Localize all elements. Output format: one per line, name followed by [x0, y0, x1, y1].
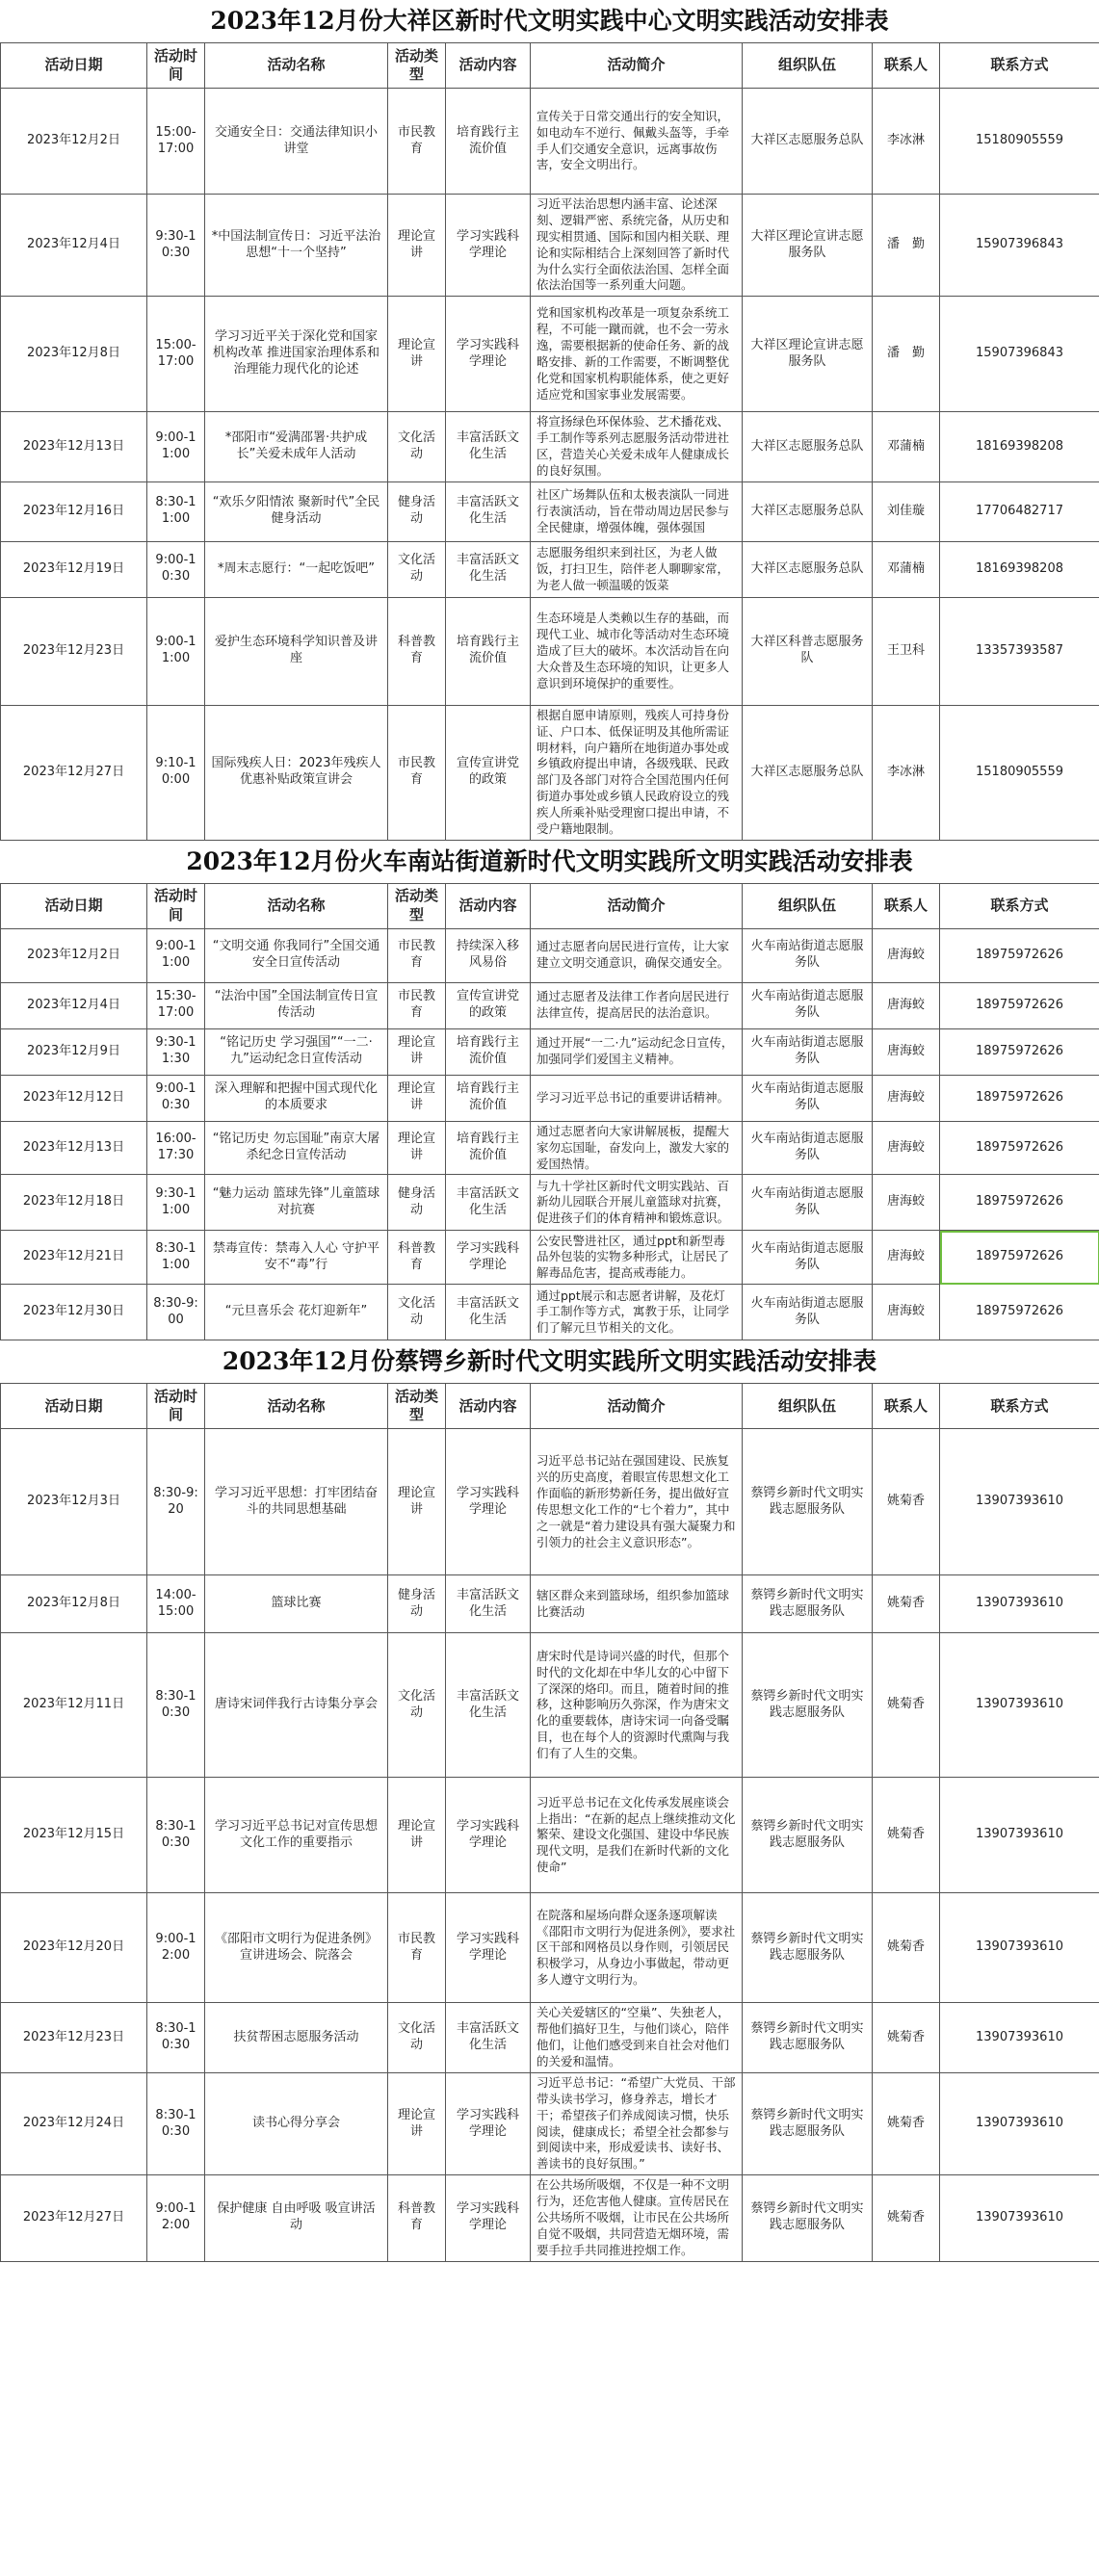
column-header: 活动日期 [1, 1384, 147, 1429]
cell-date: 2023年12月9日 [1, 1028, 147, 1075]
cell-team: 蔡锷乡新时代文明实践志愿服务队 [743, 1429, 873, 1575]
cell-team: 蔡锷乡新时代文明实践志愿服务队 [743, 2003, 873, 2073]
cell-team: 蔡锷乡新时代文明实践志愿服务队 [743, 1893, 873, 2003]
cell-time: 9:00-11:00 [147, 412, 205, 482]
table-row [1, 89, 1099, 195]
cell-type: 文化活动 [388, 412, 446, 482]
cell-type: 理论宣讲 [388, 1075, 446, 1121]
cell-intro: 唐宋时代是诗词兴盛的时代，但那个时代的文化却在中华儿女的心中留下了深深的烙印。而且，随着时间的推移，这种影响历久弥深，作为唐宋文化的重要载体，唐诗宋词一向备受瞩目，也在每个人的资源时代熏陶与我们有了人生的交集。 [531, 1633, 743, 1778]
column-header: 活动内容 [446, 43, 531, 89]
cell-type: 市民教育 [388, 928, 446, 982]
cell-content: 培育践行主流价值 [446, 1075, 531, 1121]
table-header-row [1, 43, 1099, 89]
cell-content: 学习实践科学理论 [446, 1231, 531, 1285]
column-header: 活动时间 [147, 43, 205, 89]
cell-intro: 习近平总书记在文化传承发展座谈会上指出：“在新的起点上继续推动文化繁荣、建设文化强国、建设中华民族现代文明，是我们在新时代新的文化使命” [531, 1778, 743, 1893]
cell-date: 2023年12月13日 [1, 1121, 147, 1175]
cell-name: 学习习近平总书记对宣传思想文化工作的重要指示 [205, 1778, 388, 1893]
cell-name: *周末志愿行：“一起吃饭吧” [205, 541, 388, 597]
cell-phone: 18169398208 [940, 412, 1099, 482]
schedule-table [0, 42, 1099, 841]
cell-name: “铭记历史 勿忘国耻”南京大屠杀纪念日宣传活动 [205, 1121, 388, 1175]
cell-contact: 唐海蛟 [873, 982, 940, 1028]
cell-phone: 18975972626 [940, 928, 1099, 982]
cell-team: 大祥区志愿服务总队 [743, 89, 873, 195]
column-header: 联系人 [873, 1384, 940, 1429]
cell-team: 火车南站街道志愿服务队 [743, 1121, 873, 1175]
cell-date: 2023年12月27日 [1, 705, 147, 840]
column-header: 活动日期 [1, 43, 147, 89]
cell-team: 大祥区理论宣讲志愿服务队 [743, 297, 873, 412]
cell-team: 大祥区理论宣讲志愿服务队 [743, 195, 873, 297]
table-row [1, 982, 1099, 1028]
cell-time: 14:00-15:00 [147, 1575, 205, 1633]
table-row [1, 412, 1099, 482]
cell-intro: 与九十学社区新时代文明实践站、百新幼儿园联合开展儿童篮球对抗赛，促进孩子们的体育精神和锻炼意识。 [531, 1175, 743, 1231]
cell-date: 2023年12月30日 [1, 1285, 147, 1340]
cell-time: 15:30-17:00 [147, 982, 205, 1028]
cell-time: 8:30-11:00 [147, 1231, 205, 1285]
cell-phone: 15180905559 [940, 89, 1099, 195]
cell-phone: 18975972626 [940, 1121, 1099, 1175]
cell-team: 火车南站街道志愿服务队 [743, 1028, 873, 1075]
column-header: 活动名称 [205, 1384, 388, 1429]
cell-name: 禁毒宣传：禁毒入人心 守护平安不“毒”行 [205, 1231, 388, 1285]
cell-intro: 通过志愿者向大家讲解展板，提醒大家勿忘国耻，奋发向上，激发大家的爱国热情。 [531, 1121, 743, 1175]
cell-name: 《邵阳市文明行为促进条例》宣讲进场会、院落会 [205, 1893, 388, 2003]
cell-time: 9:30-11:30 [147, 1028, 205, 1075]
cell-team: 大祥区志愿服务总队 [743, 541, 873, 597]
cell-contact: 唐海蛟 [873, 1231, 940, 1285]
cell-contact: 姚菊香 [873, 1575, 940, 1633]
cell-intro: 根据自愿申请原则，残疾人可持身份证、户口本、低保证明及其他所需证明材料，向户籍所在地街道办事处或乡镇政府提出申请，各级残联、民政部门及各部门对符合全国范围内任何街道办事处或乡镇人民政府设立的残疾人所乘补贴受理窗口提出申请，不受户籍地限制。 [531, 705, 743, 840]
cell-content: 培育践行主流价值 [446, 89, 531, 195]
cell-intro: 在院落和屋场向群众逐条逐项解读《邵阳市文明行为促进条例》，要求社区干部和网格员以身作则，引领居民积极学习，从身边小事做起，带动更多人遵守文明行为。 [531, 1893, 743, 2003]
cell-name: 扶贫帮困志愿服务活动 [205, 2003, 388, 2073]
cell-date: 2023年12月19日 [1, 541, 147, 597]
table-row [1, 2072, 1099, 2174]
cell-type: 科普教育 [388, 2175, 446, 2261]
cell-intro: 社区广场舞队伍和太极表演队一同进行表演活动，旨在带动周边居民参与全民健康，增强体魄，强体强国 [531, 481, 743, 541]
cell-date: 2023年12月11日 [1, 1633, 147, 1778]
cell-name: 爱护生态环境科学知识普及讲座 [205, 597, 388, 705]
cell-date: 2023年12月4日 [1, 195, 147, 297]
cell-type: 健身活动 [388, 1575, 446, 1633]
cell-time: 9:10-10:00 [147, 705, 205, 840]
cell-team: 蔡锷乡新时代文明实践志愿服务队 [743, 1633, 873, 1778]
column-header: 活动时间 [147, 1384, 205, 1429]
cell-name: 读书心得分享会 [205, 2072, 388, 2174]
cell-type: 市民教育 [388, 705, 446, 840]
table-row [1, 1893, 1099, 2003]
cell-phone: 13907393610 [940, 1429, 1099, 1575]
cell-time: 8:30-10:30 [147, 2003, 205, 2073]
cell-type: 理论宣讲 [388, 1028, 446, 1075]
cell-contact: 唐海蛟 [873, 1075, 940, 1121]
cell-phone: 13357393587 [940, 597, 1099, 705]
table-row [1, 705, 1099, 840]
cell-contact: 姚菊香 [873, 1633, 940, 1778]
column-header: 联系人 [873, 883, 940, 928]
cell-team: 蔡锷乡新时代文明实践志愿服务队 [743, 1575, 873, 1633]
cell-content: 丰富活跃文化生活 [446, 481, 531, 541]
cell-type: 文化活动 [388, 541, 446, 597]
cell-time: 9:00-12:00 [147, 2175, 205, 2261]
cell-contact: 唐海蛟 [873, 1028, 940, 1075]
cell-team: 火车南站街道志愿服务队 [743, 1075, 873, 1121]
table-header-row [1, 1384, 1099, 1429]
table-row [1, 928, 1099, 982]
cell-phone: 18975972626 [940, 1231, 1099, 1285]
column-header: 活动名称 [205, 43, 388, 89]
cell-type: 理论宣讲 [388, 2072, 446, 2174]
cell-contact: 李冰淋 [873, 89, 940, 195]
table-row [1, 2175, 1099, 2261]
table-row [1, 1575, 1099, 1633]
cell-contact: 姚菊香 [873, 2072, 940, 2174]
cell-date: 2023年12月8日 [1, 1575, 147, 1633]
column-header: 组织队伍 [743, 1384, 873, 1429]
table-row [1, 1028, 1099, 1075]
cell-content: 学习实践科学理论 [446, 297, 531, 412]
cell-phone: 18975972626 [940, 982, 1099, 1028]
column-header: 联系人 [873, 43, 940, 89]
cell-contact: 邓蒲楠 [873, 412, 940, 482]
schedule-table [0, 1383, 1099, 2261]
column-header: 活动内容 [446, 1384, 531, 1429]
table-row [1, 1429, 1099, 1575]
cell-time: 15:00-17:00 [147, 297, 205, 412]
cell-type: 科普教育 [388, 597, 446, 705]
cell-content: 培育践行主流价值 [446, 597, 531, 705]
cell-date: 2023年12月24日 [1, 2072, 147, 2174]
cell-content: 丰富活跃文化生活 [446, 1575, 531, 1633]
column-header: 联系方式 [940, 43, 1099, 89]
table-row [1, 1175, 1099, 1231]
cell-phone: 13907393610 [940, 2072, 1099, 2174]
cell-content: 丰富活跃文化生活 [446, 541, 531, 597]
cell-date: 2023年12月3日 [1, 1429, 147, 1575]
table-row [1, 2003, 1099, 2073]
cell-name: 唐诗宋词伴我行古诗集分享会 [205, 1633, 388, 1778]
table-row [1, 1121, 1099, 1175]
cell-time: 9:00-11:00 [147, 928, 205, 982]
cell-team: 蔡锷乡新时代文明实践志愿服务队 [743, 2072, 873, 2174]
cell-time: 8:30-10:30 [147, 1778, 205, 1893]
cell-name: 学习习近平思想：打牢团结奋斗的共同思想基础 [205, 1429, 388, 1575]
cell-contact: 姚菊香 [873, 2003, 940, 2073]
column-header: 联系方式 [940, 883, 1099, 928]
cell-date: 2023年12月13日 [1, 412, 147, 482]
cell-type: 理论宣讲 [388, 1778, 446, 1893]
section-title: 2023年12月份大祥区新时代文明实践中心文明实践活动安排表 [210, 7, 889, 35]
cell-team: 火车南站街道志愿服务队 [743, 928, 873, 982]
cell-name: 保护健康 自由呼吸 吸宣讲活动 [205, 2175, 388, 2261]
cell-content: 培育践行主流价值 [446, 1121, 531, 1175]
cell-time: 9:00-10:30 [147, 541, 205, 597]
cell-date: 2023年12月15日 [1, 1778, 147, 1893]
cell-contact: 唐海蛟 [873, 928, 940, 982]
cell-time: 8:30-11:00 [147, 481, 205, 541]
cell-team: 蔡锷乡新时代文明实践志愿服务队 [743, 1778, 873, 1893]
cell-content: 宣传宣讲党的政策 [446, 705, 531, 840]
cell-phone: 18975972626 [940, 1175, 1099, 1231]
cell-content: 宣传宣讲党的政策 [446, 982, 531, 1028]
cell-phone: 17706482717 [940, 481, 1099, 541]
column-header: 活动类型 [388, 43, 446, 89]
cell-intro: 习近平总书记：“希望广大党员、干部带头读书学习，修身养志，增长才干；希望孩子们养成阅读习惯，快乐阅读，健康成长；希望全社会都参与到阅读中来，形成爱读书、读好书、善读书的良好氛围。” [531, 2072, 743, 2174]
column-header: 活动简介 [531, 43, 743, 89]
cell-content: 学习实践科学理论 [446, 1893, 531, 2003]
cell-phone: 13907393610 [940, 1893, 1099, 2003]
table-row [1, 297, 1099, 412]
cell-name: “铭记历史 学习强国”“一二·九”运动纪念日宣传活动 [205, 1028, 388, 1075]
cell-contact: 王卫科 [873, 597, 940, 705]
cell-time: 8:30-10:30 [147, 1633, 205, 1778]
cell-type: 理论宣讲 [388, 195, 446, 297]
table-header-row [1, 883, 1099, 928]
column-header: 活动内容 [446, 883, 531, 928]
cell-phone: 18975972626 [940, 1075, 1099, 1121]
cell-intro: 将宣扬绿色环保体验、艺术播花戏、手工制作等系列志愿服务活动带进社区，营造关心关爱未成年人健康成长的良好氛围。 [531, 412, 743, 482]
cell-phone: 13907393610 [940, 2003, 1099, 2073]
cell-type: 市民教育 [388, 89, 446, 195]
cell-phone: 18975972626 [940, 1028, 1099, 1075]
cell-intro: 在公共场所吸烟，不仅是一种不文明行为，还危害他人健康。宣传居民在公共场所不吸烟，让市民在公共场所自觉不吸烟，共同营造无烟环境，需要手拉手共同推进控烟工作。 [531, 2175, 743, 2261]
cell-time: 9:00-11:00 [147, 597, 205, 705]
table-row [1, 1075, 1099, 1121]
cell-team: 火车南站街道志愿服务队 [743, 982, 873, 1028]
cell-date: 2023年12月21日 [1, 1231, 147, 1285]
cell-phone: 15907396843 [940, 297, 1099, 412]
cell-intro: 通过志愿者向居民进行宣传，让大家建立文明交通意识，确保交通安全。 [531, 928, 743, 982]
section-title: 2023年12月份火车南站街道新时代文明实践所文明实践活动安排表 [186, 846, 913, 875]
cell-date: 2023年12月23日 [1, 2003, 147, 2073]
cell-time: 8:30-9:00 [147, 1285, 205, 1340]
cell-name: “元旦喜乐会 花灯迎新年” [205, 1285, 388, 1340]
cell-type: 理论宣讲 [388, 297, 446, 412]
table-row [1, 195, 1099, 297]
cell-intro: 辖区群众来到篮球场，组织参加篮球比赛活动 [531, 1575, 743, 1633]
cell-date: 2023年12月4日 [1, 982, 147, 1028]
cell-date: 2023年12月8日 [1, 297, 147, 412]
cell-date: 2023年12月20日 [1, 1893, 147, 2003]
cell-contact: 唐海蛟 [873, 1285, 940, 1340]
cell-team: 火车南站街道志愿服务队 [743, 1231, 873, 1285]
cell-content: 学习实践科学理论 [446, 195, 531, 297]
cell-content: 丰富活跃文化生活 [446, 2003, 531, 2073]
column-header: 活动日期 [1, 883, 147, 928]
cell-phone: 13907393610 [940, 1633, 1099, 1778]
cell-intro: 通过开展“一二·九”运动纪念日宣传，加强同学们爱国主义精神。 [531, 1028, 743, 1075]
cell-contact: 邓蒲楠 [873, 541, 940, 597]
cell-contact: 刘佳璇 [873, 481, 940, 541]
cell-name: 交通安全日：交通法律知识小讲堂 [205, 89, 388, 195]
cell-contact: 潘 勤 [873, 195, 940, 297]
cell-contact: 李冰淋 [873, 705, 940, 840]
cell-time: 9:00-10:30 [147, 1075, 205, 1121]
schedule-table [0, 883, 1099, 1341]
cell-name: 学习习近平关于深化党和国家机构改革 推进国家治理体系和治理能力现代化的论述 [205, 297, 388, 412]
cell-contact: 姚菊香 [873, 1429, 940, 1575]
cell-time: 15:00-17:00 [147, 89, 205, 195]
cell-contact: 唐海蛟 [873, 1121, 940, 1175]
column-header: 组织队伍 [743, 883, 873, 928]
cell-name: “欢乐夕阳情浓 聚新时代”全民健身活动 [205, 481, 388, 541]
cell-content: 学习实践科学理论 [446, 2072, 531, 2174]
cell-team: 火车南站街道志愿服务队 [743, 1285, 873, 1340]
cell-date: 2023年12月12日 [1, 1075, 147, 1121]
cell-name: 篮球比赛 [205, 1575, 388, 1633]
cell-content: 持续深入移风易俗 [446, 928, 531, 982]
column-header: 活动简介 [531, 883, 743, 928]
cell-phone: 15907396843 [940, 195, 1099, 297]
cell-intro: 宣传关于日常交通出行的安全知识，如电动车不逆行、佩戴头盔等，手牵手人们交通安全意识，远离事故伤害，安全文明出行。 [531, 89, 743, 195]
cell-intro: 志愿服务组织来到社区，为老人做饭，打扫卫生，陪伴老人聊聊家常，为老人做一顿温暖的饭菜 [531, 541, 743, 597]
cell-intro: 通过ppt展示和志愿者讲解，及花灯手工制作等方式，寓教于乐，让同学们了解元旦节相关的文化。 [531, 1285, 743, 1340]
cell-intro: 党和国家机构改革是一项复杂系统工程，不可能一蹴而就，也不会一劳永逸，需要根据新的使命任务、新的战略安排、新的工作需要，不断调整优化党和国家机构职能体系，使之更好适应党和国家事业发展需要。 [531, 297, 743, 412]
table-row [1, 481, 1099, 541]
cell-contact: 姚菊香 [873, 1778, 940, 1893]
cell-content: 丰富活跃文化生活 [446, 1633, 531, 1778]
cell-team: 大祥区志愿服务总队 [743, 481, 873, 541]
cell-type: 市民教育 [388, 1893, 446, 2003]
cell-content: 学习实践科学理论 [446, 1778, 531, 1893]
cell-time: 9:30-10:30 [147, 195, 205, 297]
cell-intro: 关心关爱辖区的“空巢”、失独老人，帮他们搞好卫生，与他们谈心，陪伴他们，让他们感受到来自社会对他们的关爱和温情。 [531, 2003, 743, 2073]
cell-date: 2023年12月16日 [1, 481, 147, 541]
cell-content: 学习实践科学理论 [446, 1429, 531, 1575]
cell-content: 丰富活跃文化生活 [446, 1175, 531, 1231]
cell-intro: 生态环境是人类赖以生存的基础，而现代工业、城市化等活动对生态环境造成了巨大的破坏。本次活动旨在向大众普及生态环境的知识，让更多人意识到环境保护的重要性。 [531, 597, 743, 705]
cell-phone: 18169398208 [940, 541, 1099, 597]
table-row [1, 597, 1099, 705]
cell-contact: 姚菊香 [873, 2175, 940, 2261]
cell-team: 蔡锷乡新时代文明实践志愿服务队 [743, 2175, 873, 2261]
cell-contact: 唐海蛟 [873, 1175, 940, 1231]
column-header: 活动简介 [531, 1384, 743, 1429]
cell-phone: 13907393610 [940, 1575, 1099, 1633]
cell-content: 培育践行主流价值 [446, 1028, 531, 1075]
cell-name: “魅力运动 篮球先锋”儿童篮球对抗赛 [205, 1175, 388, 1231]
cell-date: 2023年12月23日 [1, 597, 147, 705]
cell-time: 8:30-10:30 [147, 2072, 205, 2174]
cell-team: 大祥区志愿服务总队 [743, 412, 873, 482]
cell-content: 学习实践科学理论 [446, 2175, 531, 2261]
cell-type: 健身活动 [388, 1175, 446, 1231]
cell-team: 大祥区志愿服务总队 [743, 705, 873, 840]
cell-content: 丰富活跃文化生活 [446, 412, 531, 482]
cell-type: 理论宣讲 [388, 1121, 446, 1175]
cell-name: *中国法制宣传日：习近平法治思想“十一个坚持” [205, 195, 388, 297]
cell-time: 9:00-12:00 [147, 1893, 205, 2003]
column-header: 活动名称 [205, 883, 388, 928]
cell-phone: 18975972626 [940, 1285, 1099, 1340]
table-row [1, 541, 1099, 597]
cell-phone: 13907393610 [940, 2175, 1099, 2261]
cell-name: “法治中国”全国法制宣传日宣传活动 [205, 982, 388, 1028]
table-row [1, 1231, 1099, 1285]
table-row [1, 1778, 1099, 1893]
cell-contact: 姚菊香 [873, 1893, 940, 2003]
cell-type: 健身活动 [388, 481, 446, 541]
cell-time: 8:30-9:20 [147, 1429, 205, 1575]
table-row [1, 1633, 1099, 1778]
cell-type: 文化活动 [388, 1285, 446, 1340]
table-row [1, 1285, 1099, 1340]
cell-team: 火车南站街道志愿服务队 [743, 1175, 873, 1231]
cell-type: 文化活动 [388, 2003, 446, 2073]
cell-intro: 习近平总书记站在强国建设、民族复兴的历史高度，着眼宣传思想文化工作面临的新形势新任务，提出做好宣传思想文化工作的“七个着力”，其中之一就是“着力建设具有强大凝聚力和引领力的社会主义意识形态”。 [531, 1429, 743, 1575]
column-header: 活动类型 [388, 1384, 446, 1429]
column-header: 活动类型 [388, 883, 446, 928]
cell-name: 深入理解和把握中国式现代化的本质要求 [205, 1075, 388, 1121]
cell-time: 16:00-17:30 [147, 1121, 205, 1175]
cell-team: 大祥区科普志愿服务队 [743, 597, 873, 705]
cell-date: 2023年12月27日 [1, 2175, 147, 2261]
column-header: 活动时间 [147, 883, 205, 928]
cell-date: 2023年12月18日 [1, 1175, 147, 1231]
cell-time: 9:30-11:00 [147, 1175, 205, 1231]
cell-contact: 潘 勤 [873, 297, 940, 412]
cell-type: 科普教育 [388, 1231, 446, 1285]
cell-intro: 习近平法治思想内涵丰富、论述深刻、逻辑严密、系统完备，从历史和现实相贯通、国际和国内相关联、理论和实际相结合上深刻回答了新时代为什么实行全面依法治国、怎样全面依法治国等一系列重大问题。 [531, 195, 743, 297]
cell-name: *邵阳市“爱满邵署·共护成长”关爱未成年人活动 [205, 412, 388, 482]
column-header: 联系方式 [940, 1384, 1099, 1429]
cell-phone: 15180905559 [940, 705, 1099, 840]
cell-intro: 通过志愿者及法律工作者向居民进行法律宣传，提高居民的法治意识。 [531, 982, 743, 1028]
cell-type: 市民教育 [388, 982, 446, 1028]
cell-type: 理论宣讲 [388, 1429, 446, 1575]
cell-name: 国际残疾人日：2023年残疾人优惠补贴政策宣讲会 [205, 705, 388, 840]
cell-type: 文化活动 [388, 1633, 446, 1778]
cell-intro: 公安民警进社区，通过ppt和新型毒品外包装的实物多种形式，让居民了解毒品危害，提高戒毒能力。 [531, 1231, 743, 1285]
cell-intro: 学习习近平总书记的重要讲话精神。 [531, 1075, 743, 1121]
cell-name: “文明交通 你我同行”全国交通安全日宣传活动 [205, 928, 388, 982]
cell-content: 丰富活跃文化生活 [446, 1285, 531, 1340]
column-header: 组织队伍 [743, 43, 873, 89]
cell-date: 2023年12月2日 [1, 928, 147, 982]
section-title: 2023年12月份蔡锷乡新时代文明实践所文明实践活动安排表 [222, 1347, 877, 1376]
cell-phone: 13907393610 [940, 1778, 1099, 1893]
cell-date: 2023年12月2日 [1, 89, 147, 195]
